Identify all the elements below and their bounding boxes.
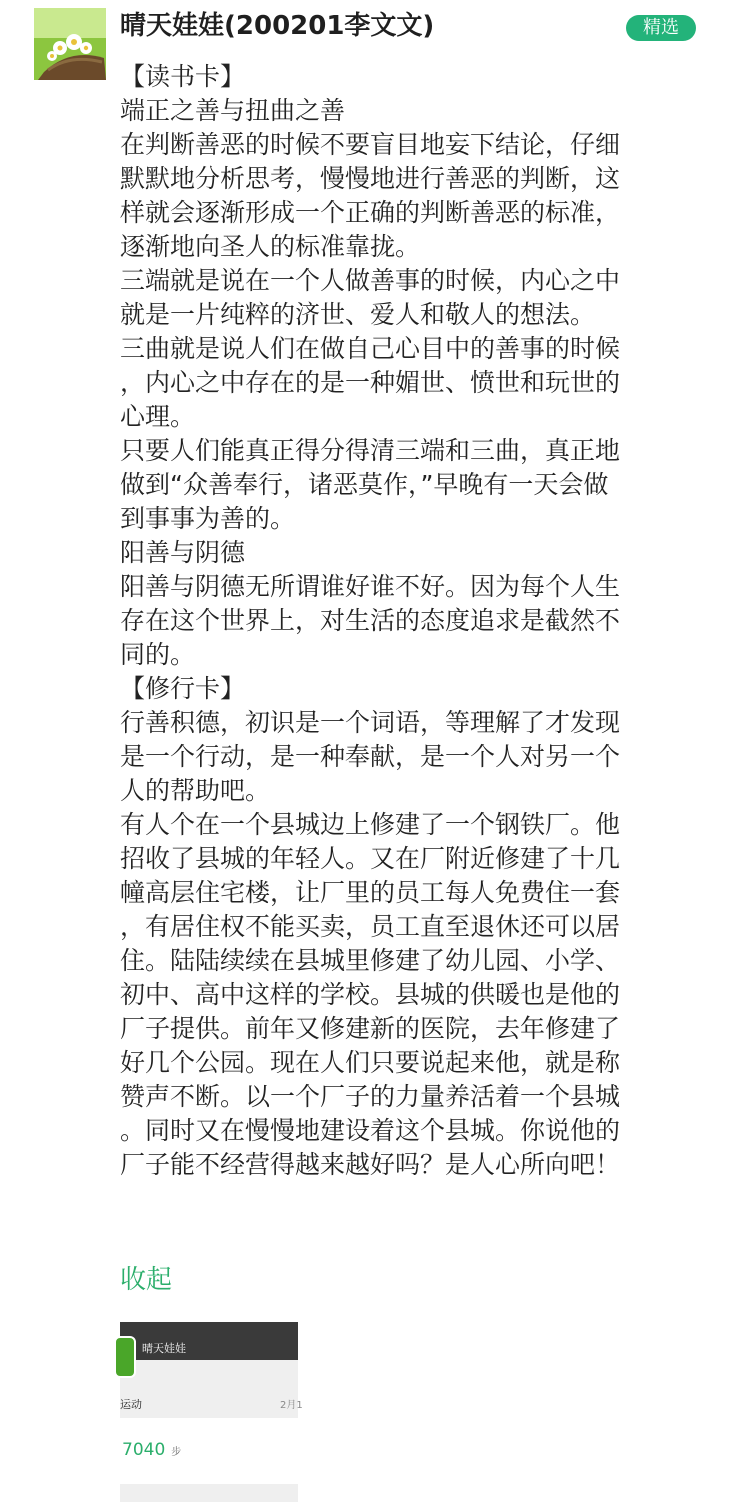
post-line: 【读书卡】 [120, 62, 246, 91]
post-line: 只要人们能真正得分得清三端和三曲，真正地 [120, 436, 621, 465]
step-count-unit: 步 [171, 1447, 182, 1458]
collapse-button[interactable]: 收起 [120, 1265, 173, 1295]
card-user-name: 晴天娃娃 [142, 1342, 186, 1355]
post-line: 赞声不断。以一个厂子的力量养活着一个县城 [120, 1082, 621, 1111]
post-line: ，有居住权不能买卖，员工直至退休还可以居 [120, 912, 621, 941]
card-avatar [114, 1336, 136, 1378]
post-line: 端正之善与扭曲之善 [120, 96, 346, 125]
post-line: 三曲就是说人们在做自己心目中的善事的时候 [120, 334, 621, 363]
card-date: 2月1 [280, 1400, 303, 1411]
post-line: 厂子能不经营得越来越好吗？是人心所向吧！ [120, 1150, 621, 1179]
card-header [120, 1322, 298, 1360]
post-line: 行善积德，初识是一个词语，等理解了才发现 [120, 708, 621, 737]
post-line: 阳善与阴德 [120, 538, 246, 567]
post-line: 【修行卡】 [120, 674, 246, 703]
avatar[interactable] [34, 8, 106, 80]
post-line: 招收了县城的年轻人。又在厂附近修建了十几 [120, 844, 621, 873]
post-line: 有人个在一个县城边上修建了一个钢铁厂。他 [120, 810, 621, 839]
post-line: 就是一片纯粹的济世、爱人和敬人的想法。 [120, 300, 596, 329]
post-line: 阳善与阴德无所谓谁好谁不好。因为每个人生 [120, 572, 621, 601]
post-line: 好几个公园。现在人们只要说起来他，就是称 [120, 1048, 621, 1077]
post-line: 在判断善恶的时候不要盲目地妄下结论，仔细 [120, 130, 621, 159]
post-line: 做到“众善奉行，诸恶莫作，”早晚有一天会做 [120, 470, 609, 499]
post-line: 人的帮助吧。 [120, 776, 271, 805]
post-line: 心理。 [120, 402, 196, 431]
step-count-value: 7040 [122, 1440, 166, 1460]
featured-badge: 精选 [626, 15, 696, 41]
card-activity-label: 运动 [120, 1398, 142, 1411]
post-line: 样就会逐渐形成一个正确的判断善恶的标准， [120, 198, 621, 227]
post-line: 到事事为善的。 [120, 504, 296, 533]
post-author-name[interactable]: 晴天娃娃(200201李文文) [120, 11, 435, 41]
card-activity-row [120, 1396, 303, 1412]
step-count [122, 1440, 181, 1460]
post-line: 初中、高中这样的学校。县城的供暖也是他的 [120, 980, 621, 1009]
post-line: 逐渐地向圣人的标准靠拢。 [120, 232, 421, 261]
next-card-edge [120, 1484, 298, 1502]
post-line: 幢高层住宅楼，让厂里的员工每人免费住一套 [120, 878, 621, 907]
post-line: 厂子提供。前年又修建新的医院，去年修建了 [120, 1014, 621, 1043]
post-line: 同的。 [120, 640, 196, 669]
post-line: 默默地分析思考，慢慢地进行善恶的判断，这 [120, 164, 621, 193]
post-body [120, 60, 700, 1182]
post-line: 住。陆陆续续在县城里修建了幼儿园、小学、 [120, 946, 621, 975]
post-line: ，内心之中存在的是一种媚世、愤世和玩世的 [120, 368, 621, 397]
post-line: 存在这个世界上，对生活的态度追求是截然不 [120, 606, 621, 635]
sport-share-card[interactable] [120, 1322, 303, 1418]
daisy-flowers-image [34, 8, 106, 80]
post-line: 三端就是说在一个人做善事的时候，内心之中 [120, 266, 621, 295]
post-line: 是一个行动，是一种奉献，是一个人对另一个 [120, 742, 621, 771]
post-line: 。同时又在慢慢地建设着这个县城。你说他的 [120, 1116, 621, 1145]
